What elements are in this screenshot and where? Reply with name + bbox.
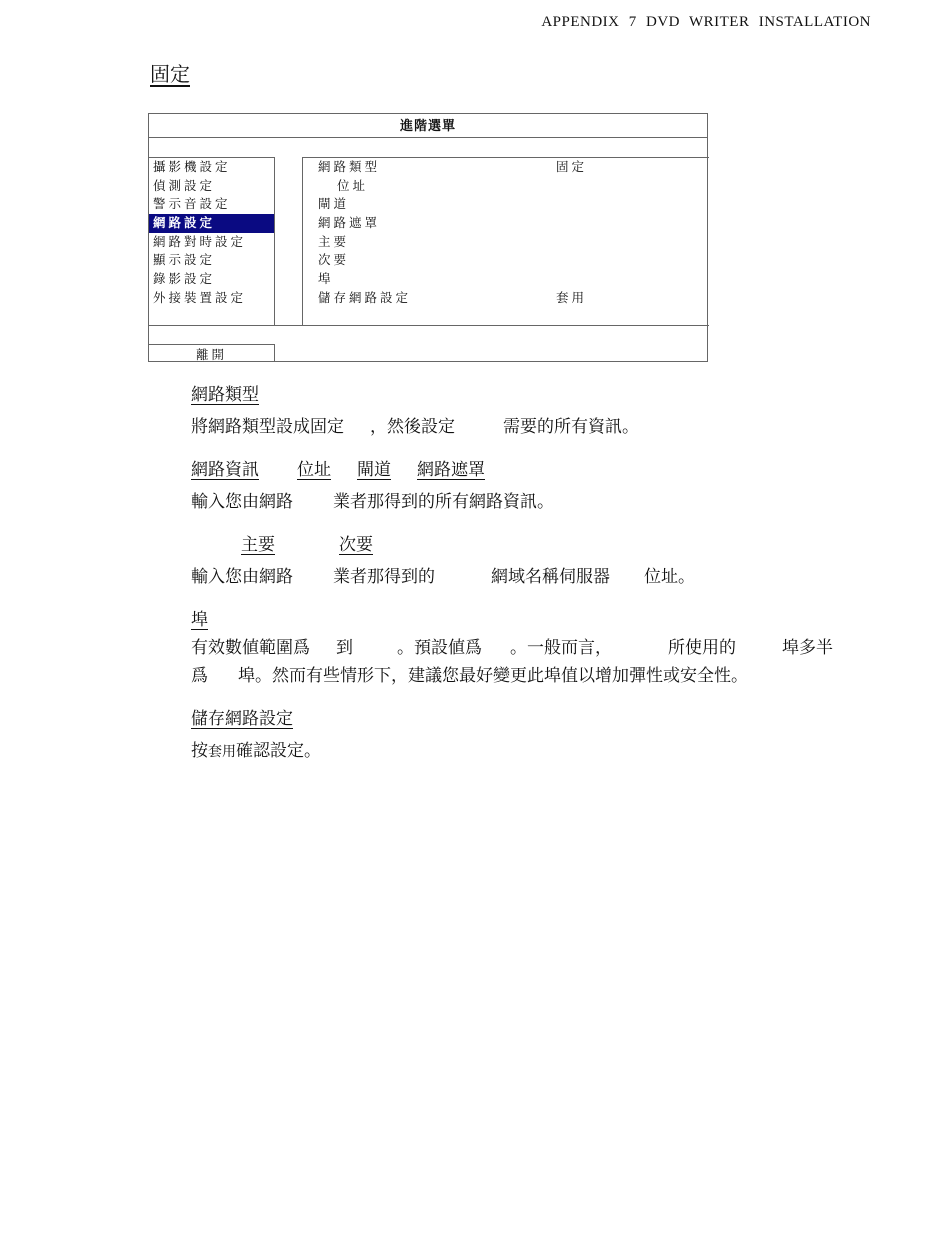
setting-row[interactable] [303, 233, 709, 252]
setting-label: 主要 [318, 233, 350, 249]
setting-value: 套用 [556, 289, 588, 305]
exit-button[interactable]: 離開 [149, 344, 275, 362]
menu-item[interactable]: 錄影設定 [153, 271, 216, 287]
content [191, 380, 871, 766]
heading-network-type: 網路類型 [191, 385, 259, 405]
setting-row[interactable] [303, 251, 709, 270]
setting-label: 網路遮罩 [318, 215, 381, 231]
menu-right-panel [302, 157, 709, 326]
setting-label: 網路類型 [318, 159, 381, 174]
menu-item[interactable]: 網路對時設定 [153, 233, 247, 249]
menu-item[interactable]: 顯示設定 [153, 252, 216, 268]
setting-row[interactable] [303, 289, 709, 308]
para-save-settings: 按套用確認設定。 [191, 741, 321, 761]
menu-title: 進階選單 [149, 114, 707, 138]
heading-dns: 主要 次要 [241, 535, 373, 555]
setting-label: 閘道 [318, 196, 350, 212]
setting-row[interactable] [303, 214, 709, 233]
setting-row[interactable] [303, 195, 709, 214]
section-title: 固定 [150, 62, 190, 86]
menu-item[interactable]: 外接裝置設定 [153, 289, 247, 305]
heading-network-info: 網路資訊 位址 閘道 網路遮罩 [191, 460, 485, 480]
setting-row[interactable] [303, 158, 709, 177]
setting-label: 埠 [318, 271, 334, 287]
menu-item[interactable]: 網路設定 [149, 214, 274, 233]
menu-item[interactable]: 警示音設定 [153, 196, 231, 212]
setting-label: 位址 [337, 177, 369, 193]
page-header: APPENDIX 7 DVD WRITER INSTALLATION [541, 14, 871, 30]
setting-row[interactable] [303, 177, 709, 196]
heading-save-settings: 儲存網路設定 [191, 709, 293, 729]
setting-label: 次要 [318, 252, 350, 268]
heading-port: 埠 [191, 610, 208, 630]
menu-left-list [149, 157, 275, 326]
menu-item[interactable]: 偵測設定 [153, 177, 216, 193]
setting-row[interactable] [303, 270, 709, 289]
para-dns: 輸入您由網路 業者那得到的 網域名稱伺服器 位址。 [191, 567, 695, 587]
menu-item[interactable]: 攝影機設定 [153, 159, 231, 174]
para-network-type: 將網路類型設成固定 ，然後設定 需要的所有資訊。 [191, 417, 639, 437]
advanced-menu-screenshot [148, 113, 708, 362]
menu-divider [149, 325, 707, 326]
para-port: 有效數値範圍爲 到 。預設値爲 。一般而言， 所使用的 埠多半 爲 埠。然而有些情形下，建議您最好變更此埠值以增加彈性或安全性。 [191, 638, 833, 686]
para-network-info: 輸入您由網路 業者那得到的所有網路資訊。 [191, 492, 554, 512]
setting-label: 儲存網路設定 [318, 289, 412, 305]
setting-value: 固定 [556, 159, 588, 174]
